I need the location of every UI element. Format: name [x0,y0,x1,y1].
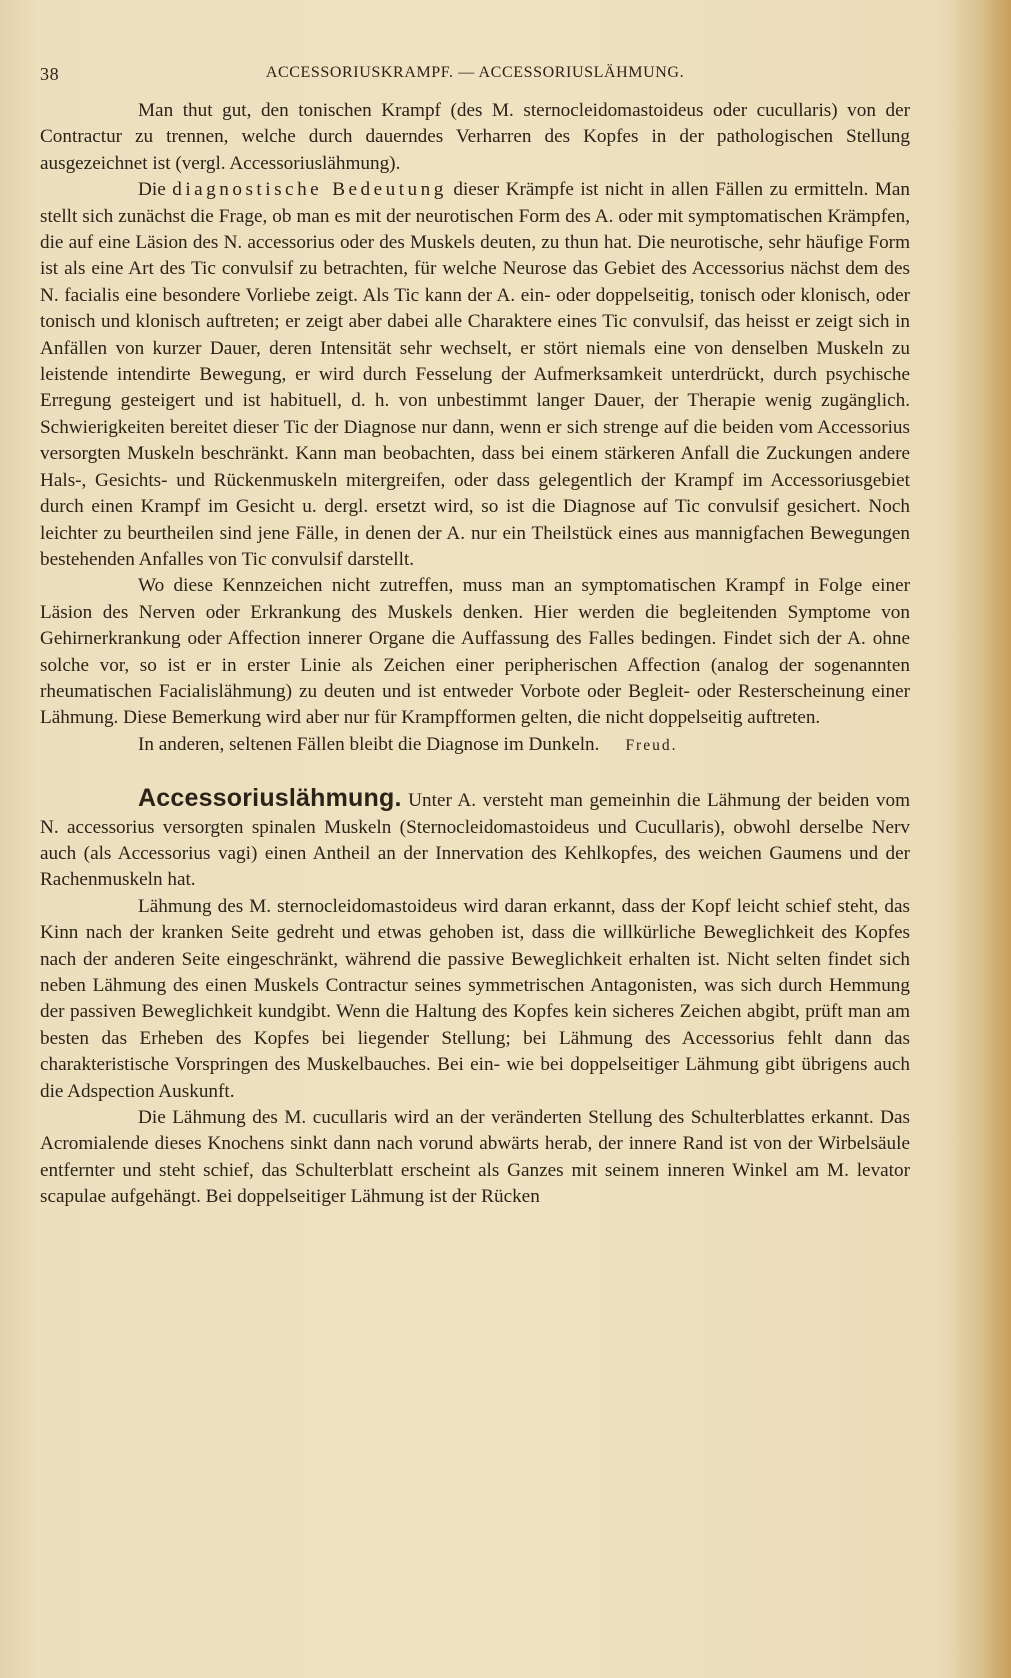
running-head: ACCESSORIUSKRAMPF. — ACCESSORIUSLÄHMUNG. [265,64,685,81]
paragraph-sternocleidomastoideus: Lähmung des M. sternocleidomastoideus wird daran erkannt, dass der Kopf leicht schief steht, das Kinn nach der kranken Seite gedreht und etwas gehoben ist, dass die willkürliche Beweglichkeit des Kopfes nach der anderen Seite eingeschränkt, während die passive Beweglichkeit erhalten ist. Nicht selten findet sich neben Lähmung des einen Muskels Contractur seines symmetrischen Antagonisten, was sich durch Hemmung der passiven Beweglichkeit kundgibt. Wenn die Haltung des Kopfes kein sicheres Zeichen abgibt, prüft man am besten das Erheben des Kopfes bei liegender Stellung; bei Lähmung des Accessorius fehlt dann das charakteristische Vorspringen des Muskelbauches. Bei ein- wie bei doppelseitiger Lähmung gibt übrigens auch die Adspection Auskunft. [40,895,910,1102]
spaced-term: diagnostische Bedeutung [172,179,447,201]
paragraph-contractur: Man thut gut, den tonischen Krampf (des M. sternocleidomastoideus oder cucullaris) von der Contractur zu trennen, welche durch dauerndes Verharren des Kopfes in der pathologischen Stellung ausgezeichnet ist (vergl. Accessoriuslähmung). [40,100,910,174]
section-heading: Accessoriuslähmung. [138,784,402,813]
section-gap [40,759,910,785]
paragraph-symptomatic-cramp: Wo diese Kennzeichen nicht zutreffen, muss man an symptomatischen Krampf in Folge einer Läsion des Nerven oder Erkrankung des Muskels denken. Hier werden die begleitenden Symptome von Gehirnerkrankung oder Affection innerer Organe die Auffassung des Falles bedingen. Findet sich der A. ohne solche vor, so ist er in erster Linie als Zeichen einer peripherischen Affection (analog der sogenannten rheumatischen Facialislähmung) zu deuten und ist entweder Vorbote oder Begleit- oder Resterscheinung einer Lähmung. Diese Bemerkung wird aber nur für Krampfformen gelten, die nicht doppelseitig auftreten. [40,575,910,729]
paragraph-diagnostic-meaning [40,177,910,573]
paragraph-text: In anderen, seltenen Fällen bleibt die Diagnose im Dunkeln. [138,733,600,755]
page-number: 38 [40,64,60,84]
page-header [40,60,910,86]
paragraph-lead: Die [138,179,166,201]
paragraph-lahmung-intro [40,785,910,894]
paragraph-closing [40,732,910,759]
paragraph-cucullaris: Die Lähmung des M. cucullaris wird an der veränderten Stellung des Schulterblattes erkannt. Das Acromialende dieses Knochens sinkt dann nach vorund abwärts herab, der innere Rand ist von der Wirbelsäule entfernter und steht schief, das Schulterblatt erscheint als Ganzes mit seinem inneren Winkel am M. levator scapulae aufgehängt. Bei doppelseitiger Lähmung ist der Rücken [40,1107,910,1208]
author-signature: Freud. [625,736,678,754]
paragraph-text: dieser Krämpfe ist nicht in allen Fällen zu ermitteln. Man stellt sich zunächst die Frage, ob man es mit der neurotischen Form des A. oder mit symptomatischen Krämpfen, die auf eine Läsion des N. accessorius oder des Muskels deuten, zu thun hat. Die neurotische, sehr häufige Form ist als eine Art des Tic convulsif zu betrachten, für welche Neurose das Gebiet des Accessorius nächst dem des N. facialis eine besondere Vorliebe zeigt. Als Tic kann der A. ein- oder doppelseitig, tonisch oder klonisch, oder tonisch und klonisch auftreten; er zeigt aber dabei alle Charaktere eines Tic convulsif, das heisst er zeigt sich in Anfällen von kurzer Dauer, deren Intensität sehr wechselt, er stört niemals eine von denselben Muskeln zu leistende intendirte Bewegung, er wird durch Fesselung der Aufmerksamkeit unterdrückt, durch psychische Erregung gesteigert und ist habituell, d. h. von unbestimmt langer Dauer, der Therapie wenig zugänglich. Schwierigkeiten bereitet dieser Tic der Diagnose nur dann, wenn er sich strenge auf die beiden vom Accessorius versorgten Muskeln beschränkt. Kann man beobachten, dass bei einem stärkeren Anfall die Zuckungen andere Hals-, Gesichts- und Rückenmuskeln mitergreifen, oder dass gelegentlich der Krampf im Accessoriusgebiet durch einen Krampf im Gesicht u. dergl. ersetzt wird, so ist die Diagnose auf Tic convulsif gesichert. Noch leichter zu beurtheilen sind jene Fälle, in denen der A. nur ein Theilstück eines aus mannigfachen Bewegungen bestehenden Anfalles von Tic convulsif darstellt. [40,179,910,570]
page-edge-stain [983,0,1011,1678]
page-body [40,98,910,1211]
paragraph-text: Unter A. versteht man gemeinhin die Lähmung der beiden vom N. accessorius versorgten spinalen Muskeln (Sternocleidomastoideus und Cucullaris), obwohl derselbe Nerv auch (als Accessorius vagi) einen Antheil an der Innervation des Kehlkopfes, des weichen Gaumens und der Rachenmuskeln hat. [40,790,910,891]
